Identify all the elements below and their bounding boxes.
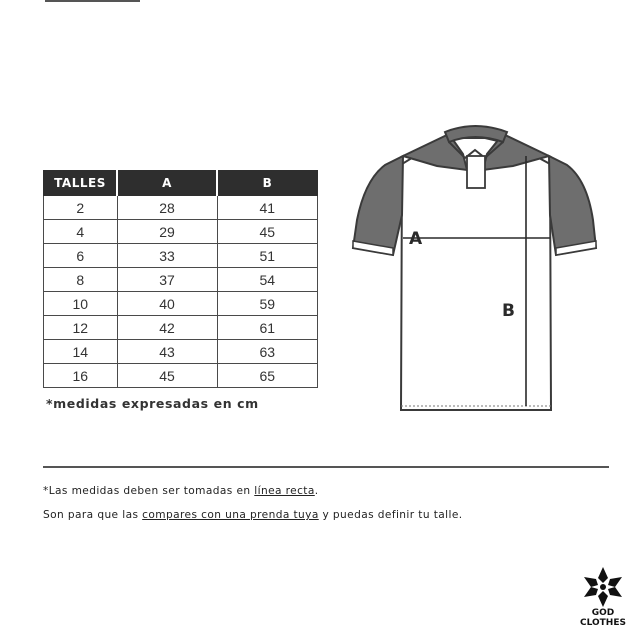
size-table-header-row — [44, 171, 318, 196]
instruction-2-end: y puedas definir tu talle. — [318, 509, 463, 521]
table-row — [44, 340, 318, 364]
cell-b: 63 — [217, 340, 318, 364]
cell-talle: 4 — [44, 220, 118, 244]
cell-b: 51 — [217, 244, 318, 268]
table-row — [44, 268, 318, 292]
cell-talle: 6 — [44, 244, 118, 268]
header-a: A — [117, 171, 217, 196]
cell-talle: 14 — [44, 340, 118, 364]
instruction-2-underlined: compares con una prenda tuya — [142, 509, 319, 521]
cell-b: 54 — [217, 268, 318, 292]
cell-a: 42 — [117, 316, 217, 340]
table-row — [44, 244, 318, 268]
cell-talle: 2 — [44, 196, 118, 220]
cell-a: 43 — [117, 340, 217, 364]
table-row — [44, 196, 318, 220]
star-logo-icon — [578, 566, 628, 608]
cell-talle: 12 — [44, 316, 118, 340]
instruction-1-text: *Las medidas deben ser tomadas en — [43, 485, 255, 497]
cell-b: 41 — [217, 196, 318, 220]
cell-b: 59 — [217, 292, 318, 316]
table-row — [44, 364, 318, 388]
cell-a: 33 — [117, 244, 217, 268]
brand-logo — [578, 566, 628, 630]
cell-a: 45 — [117, 364, 217, 388]
right-sleeve — [549, 156, 596, 255]
table-row — [44, 292, 318, 316]
cell-b: 65 — [217, 364, 318, 388]
cell-talle: 10 — [44, 292, 118, 316]
left-sleeve — [353, 156, 403, 255]
instruction-1-underlined: línea recta — [254, 485, 315, 497]
instruction-line-2 — [43, 509, 463, 521]
placket — [467, 156, 485, 188]
units-note: *medidas expresadas en cm — [46, 396, 259, 411]
table-row — [44, 220, 318, 244]
section-divider — [43, 466, 609, 468]
instruction-1-end: . — [314, 485, 319, 497]
instruction-2-text: Son para que las — [43, 509, 143, 521]
shirt-diagram — [345, 110, 605, 420]
cell-a: 37 — [117, 268, 217, 292]
top-edge-line — [45, 0, 140, 2]
instruction-line-1 — [43, 485, 319, 497]
cell-talle: 16 — [44, 364, 118, 388]
table-row — [44, 316, 318, 340]
cell-a: 28 — [117, 196, 217, 220]
header-b: B — [217, 171, 318, 196]
label-b: B — [502, 301, 515, 321]
logo-text-clothes: CLOTHES — [580, 618, 626, 628]
header-talles: TALLES — [44, 171, 118, 196]
cell-a: 40 — [117, 292, 217, 316]
cell-b: 45 — [217, 220, 318, 244]
cell-b: 61 — [217, 316, 318, 340]
cell-talle: 8 — [44, 268, 118, 292]
logo-text-god: GOD — [591, 608, 615, 618]
cell-a: 29 — [117, 220, 217, 244]
size-table — [43, 170, 318, 388]
label-a: A — [409, 229, 423, 249]
